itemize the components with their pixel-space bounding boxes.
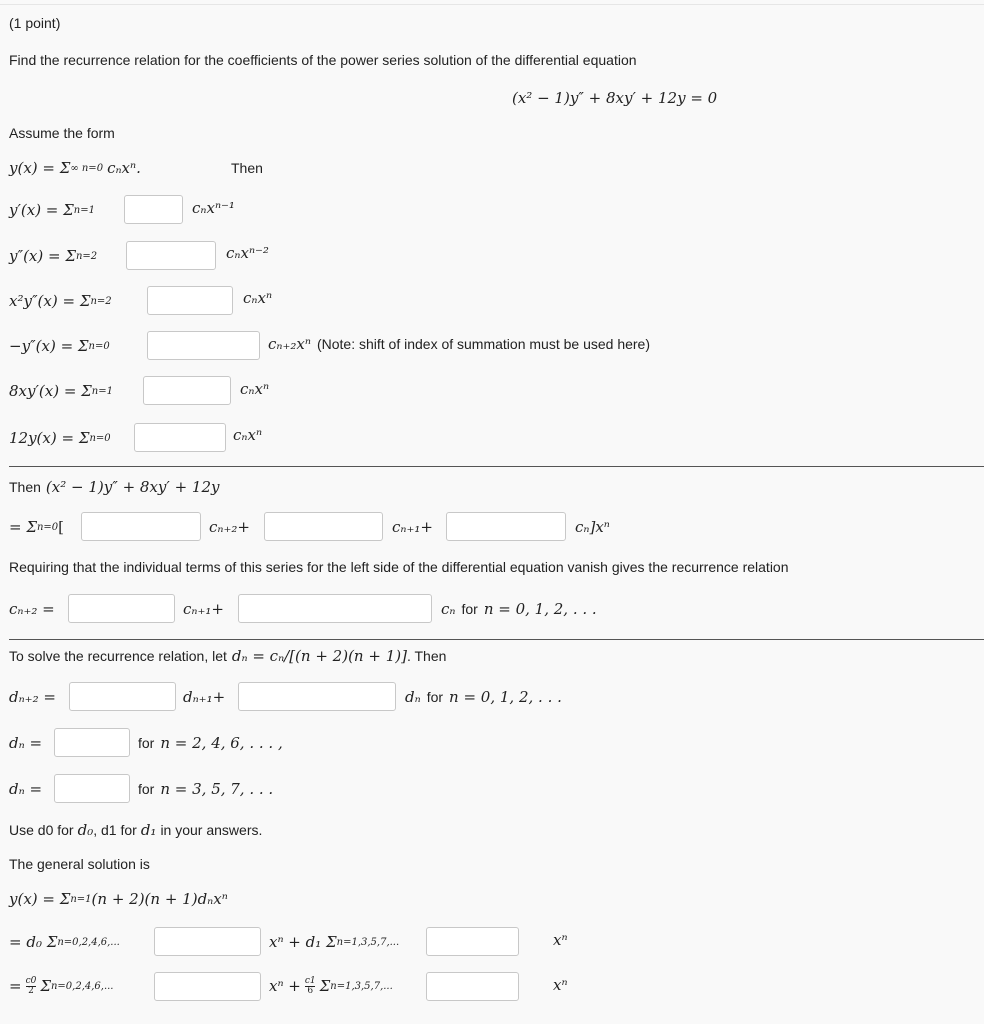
form-lhs: y(x) = Σ xyxy=(9,159,71,177)
row-lhs: −y″(x) = Σ xyxy=(9,337,89,355)
answer-general-even-2[interactable] xyxy=(154,972,261,1001)
d-even-range xyxy=(138,729,283,757)
general-mid-term: xⁿ + d₁ Σ xyxy=(269,933,337,951)
sum-index-even: n=0,2,4,6,... xyxy=(57,936,120,948)
row-term: cₙxⁿ xyxy=(243,289,273,307)
row-term-with-note xyxy=(268,330,650,358)
fraction-denominator: 6 xyxy=(307,985,314,996)
d-recurrence-mid: dₙ₊₁+ xyxy=(183,688,226,706)
for-label: for xyxy=(426,689,444,705)
sum-symbol: Σ xyxy=(40,977,51,995)
sum-index: n=0 xyxy=(36,521,59,533)
odd-range: n = 3, 5, 7, . . . xyxy=(160,780,274,798)
answer-combined-2[interactable] xyxy=(264,512,383,541)
sum-index-odd: n=1,3,5,7,... xyxy=(336,936,400,948)
fraction-numerator: c0 xyxy=(25,975,37,986)
d-recurrence-var: dₙ xyxy=(405,688,421,706)
solve-text-part: . Then xyxy=(406,648,447,664)
sum-index-odd: n=1,3,5,7,... xyxy=(330,980,393,992)
divider xyxy=(9,639,984,640)
row-index: n=2 xyxy=(90,295,112,307)
d-recurrence-end xyxy=(405,683,562,711)
recurrence-var: cₙ xyxy=(441,600,456,618)
form-sum-index: ∞ n=0 xyxy=(70,162,104,174)
row-index: n=0 xyxy=(88,340,110,352)
d-odd-lhs: dₙ = xyxy=(9,780,43,798)
d1-symbol: d₁ xyxy=(140,821,157,839)
use-text: in your answers. xyxy=(160,822,263,838)
row-lhs: y′(x) = Σ xyxy=(9,201,74,219)
general-mid-2 xyxy=(269,972,393,1000)
row-lhs: 8xy′(x) = Σ xyxy=(9,382,92,400)
answer-d-even[interactable] xyxy=(54,728,130,757)
answer-combined-3[interactable] xyxy=(446,512,566,541)
answer-8xy-coef[interactable] xyxy=(143,376,231,405)
sum-prefix: = Σ xyxy=(9,518,37,536)
combined-term-3: cₙ]xⁿ xyxy=(575,518,610,536)
general-term: (n + 2)(n + 1)dₙxⁿ xyxy=(91,890,228,908)
form-term: cₙxⁿ. xyxy=(107,159,141,177)
general-mid-term: xⁿ + xyxy=(269,977,301,995)
differential-equation: (x² − 1)y″ + 8xy′ + 12y = 0 xyxy=(512,89,718,107)
general-lhs: y(x) = Σ xyxy=(9,890,71,908)
general-line-3 xyxy=(9,972,114,1000)
use-instructions xyxy=(9,816,262,844)
answer-neg-y-coef[interactable] xyxy=(147,331,260,360)
even-range: n = 2, 4, 6, . . . , xyxy=(160,734,283,752)
then-label: Then xyxy=(9,479,41,495)
row-x2y xyxy=(9,287,112,315)
answer-x2y-coef[interactable] xyxy=(147,286,233,315)
row-term: cₙxⁿ⁻² xyxy=(226,244,269,262)
row-index: n=0 xyxy=(89,432,111,444)
row-8xy xyxy=(9,377,113,405)
answer-ydoubleprime-coef[interactable] xyxy=(126,241,216,270)
then-label: Then xyxy=(231,160,263,176)
requiring-text: Requiring that the individual terms of this series for the left side of the differential equation vanish gives the recurrence relation xyxy=(9,559,789,575)
combined-sum xyxy=(9,513,64,541)
general-prefix: = xyxy=(9,977,22,995)
combined-expression: (x² − 1)y″ + 8xy′ + 12y xyxy=(45,478,220,496)
combined-term-1: cₙ₊₂+ xyxy=(209,518,250,536)
solve-text xyxy=(9,642,446,670)
fraction-c0-over-2 xyxy=(26,977,37,996)
row-index: n=2 xyxy=(75,250,98,262)
answer-general-odd-2[interactable] xyxy=(426,972,519,1001)
row-neg-y xyxy=(9,332,110,360)
top-border xyxy=(0,4,984,5)
sum-symbol: Σ xyxy=(319,977,331,995)
fraction-numerator: c1 xyxy=(304,975,316,986)
row-index: n=1 xyxy=(73,204,95,216)
point-label: (1 point) xyxy=(9,15,61,31)
fraction-c1-over-6 xyxy=(305,977,316,996)
divider xyxy=(9,466,984,467)
general-prefix: = d₀ Σ xyxy=(9,933,58,951)
d-odd-range xyxy=(138,775,273,803)
general-end: xⁿ xyxy=(553,931,568,949)
general-solution-text: The general solution is xyxy=(9,856,150,872)
general-end: xⁿ xyxy=(553,976,568,994)
row-lhs: 12y(x) = Σ xyxy=(9,429,90,447)
d0-symbol: d₀ xyxy=(77,821,94,839)
row-term: cₙxⁿ xyxy=(233,426,263,444)
row-lhs: y″(x) = Σ xyxy=(9,247,76,265)
answer-general-odd-1[interactable] xyxy=(426,927,519,956)
form-line xyxy=(9,154,141,182)
answer-general-even-1[interactable] xyxy=(154,927,261,956)
answer-recurrence-1[interactable] xyxy=(68,594,175,623)
use-text: Use d0 for xyxy=(9,822,74,838)
row-term: cₙ₊₂xⁿ xyxy=(268,335,311,353)
combined-term-2: cₙ₊₁+ xyxy=(392,518,433,536)
combined-then xyxy=(9,473,219,501)
general-line-2 xyxy=(9,928,120,956)
recurrence-end xyxy=(441,595,597,623)
row-ydoubleprime xyxy=(9,242,97,270)
recurrence-range: n = 0, 1, 2, . . . xyxy=(483,600,597,618)
answer-yprime-coef[interactable] xyxy=(124,195,183,224)
d-recurrence-range: n = 0, 1, 2, . . . xyxy=(449,688,562,706)
answer-d-recurrence-1[interactable] xyxy=(69,682,176,711)
for-label: for xyxy=(138,781,155,797)
answer-combined-1[interactable] xyxy=(81,512,201,541)
solve-math: dₙ = cₙ/[(n + 2)(n + 1)] xyxy=(231,647,407,665)
row-index: n=1 xyxy=(91,385,113,397)
problem-prompt: Find the recurrence relation for the coefficients of the power series solution of the differential equation xyxy=(9,52,637,68)
sum-index-even: n=0,2,4,6,... xyxy=(50,980,114,992)
sum-index: n=1 xyxy=(70,893,92,905)
shift-note: (Note: shift of index of summation must be used here) xyxy=(316,336,650,352)
answer-d-odd[interactable] xyxy=(54,774,130,803)
for-label: for xyxy=(461,601,478,617)
general-line-1 xyxy=(9,885,228,913)
recurrence-mid: cₙ₊₁+ xyxy=(183,600,224,618)
answer-12y-coef[interactable] xyxy=(134,423,226,452)
use-text: , d1 for xyxy=(93,822,137,838)
general-mid xyxy=(269,928,399,956)
row-lhs: x²y″(x) = Σ xyxy=(9,292,91,310)
answer-d-recurrence-2[interactable] xyxy=(238,682,396,711)
d-recurrence-lhs: dₙ₊₂ = xyxy=(9,688,56,706)
bracket-open: [ xyxy=(58,518,64,536)
row-yprime xyxy=(9,196,95,224)
row-12y xyxy=(9,424,111,452)
answer-recurrence-2[interactable] xyxy=(238,594,432,623)
fraction-denominator: 2 xyxy=(28,985,34,996)
row-term: cₙxⁿ xyxy=(240,380,270,398)
row-term: cₙxⁿ⁻¹ xyxy=(192,199,235,217)
assume-text: Assume the form xyxy=(9,125,115,141)
d-even-lhs: dₙ = xyxy=(9,734,43,752)
recurrence-lhs: cₙ₊₂ = xyxy=(9,600,55,618)
for-label: for xyxy=(138,735,155,751)
solve-text-part: To solve the recurrence relation, let xyxy=(9,648,227,664)
